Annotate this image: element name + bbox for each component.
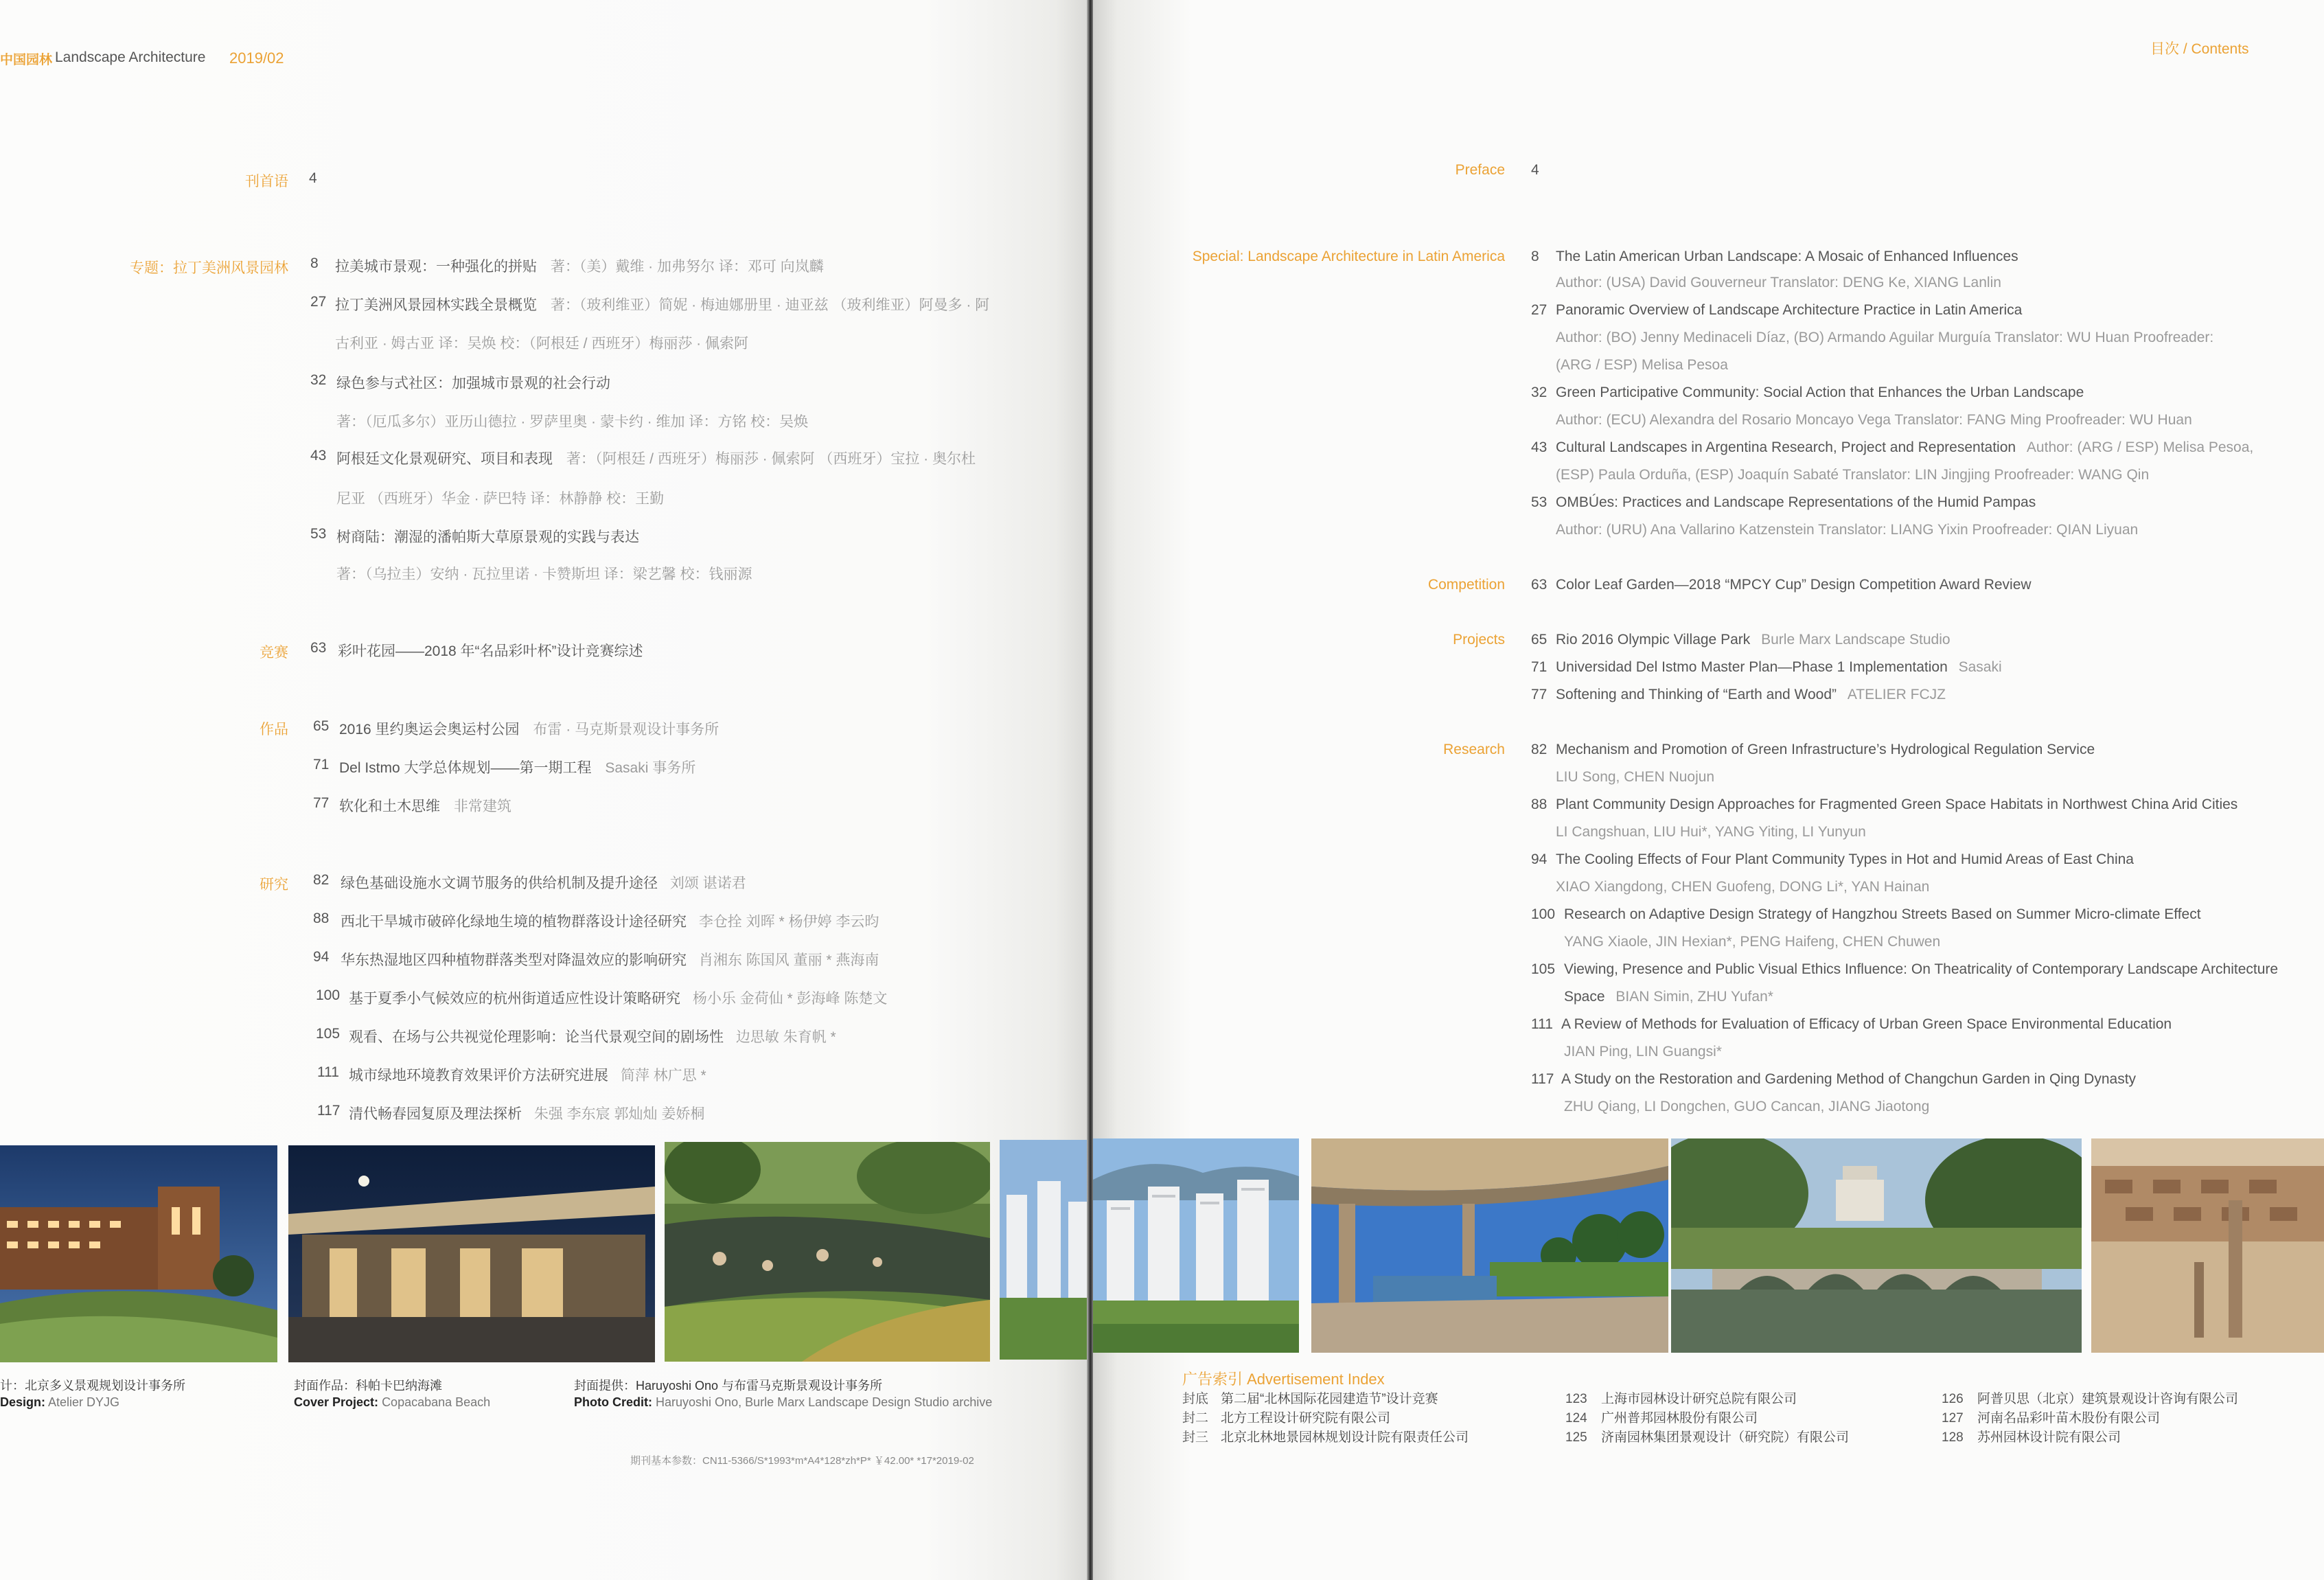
design-credit-value: Atelier DYJG [48, 1395, 120, 1409]
ad-index-item[interactable] [1182, 1427, 1469, 1445]
ad-index-text: 河南名品彩叶苗木股份有限公司 [1977, 1411, 2161, 1426]
toc-en-entry-title-credits: Author: (ARG / ESP) Melisa Pesoa, [2026, 439, 2254, 455]
ad-index-item[interactable] [1565, 1408, 1758, 1426]
photo-ruins [2091, 1138, 2324, 1353]
toc-cn-entry-page[interactable]: 77 [313, 795, 330, 811]
toc-en-entry-title[interactable]: Plant Community Design Approaches for Fragmented Green Space Habitats in Northwest China Arid Cities [1556, 797, 2238, 812]
toc-en-entry-credits: ATELIER FCJZ [1847, 687, 1946, 702]
cover-project-cn: 封面作品：科帕卡巴纳海滩 [294, 1379, 442, 1393]
toc-en-entry-credits: BIAN Simin, ZHU Yufan* [1615, 989, 1773, 1005]
toc-en-entry-credits: LIU Song, CHEN Nuojun [1556, 769, 1715, 785]
toc-en-entry-page[interactable]: 65 [1531, 632, 1548, 648]
toc-en-entry-credits: JIAN Ping, LIN Guangsi* [1564, 1044, 1722, 1060]
toc-cn-entry[interactable] [335, 255, 824, 276]
ad-index-key: 封三 [1182, 1430, 1209, 1445]
ad-index-key: 封二 [1182, 1411, 1209, 1426]
toc-en-entry[interactable] [1556, 687, 1946, 703]
toc-cn-entry-credits: 肖湘东 陈国风 董丽 * 燕海南 [698, 952, 879, 968]
toc-cn-entry-credits-continued: 古利亚 · 姆古亚 译：吴焕 校：（阿根廷 / 西班牙）梅丽莎 · 佩索阿 [335, 336, 748, 352]
toc-cn-entry-title: 城市绿地环境教育效果评价方法研究进展 [349, 1068, 608, 1084]
toc-cn-entry-credits: 杨小乐 金荷仙 * 彭海峰 陈楚文 [692, 991, 888, 1007]
toc-cn-entry-title[interactable]: 树商陆：潮湿的潘帕斯大草原景观的实践与表达 [336, 529, 639, 545]
toc-en-preface-page[interactable]: 4 [1531, 162, 1539, 178]
toc-en-entry-page[interactable]: 100 [1531, 906, 1556, 922]
photo-night-pavilion [288, 1145, 655, 1362]
ad-index-title: 广告索引 Advertisement Index [1182, 1371, 1385, 1388]
toc-en-entry-page[interactable]: 8 [1531, 249, 1539, 264]
toc-en-entry-title[interactable]: The Latin American Urban Landscape: A Mosaic of Enhanced Influences [1556, 249, 2018, 264]
toc-en-entry-credits: Author: (BO) Jenny Medinaceli Díaz, (BO) Armando Aguilar Murguía Translator: WU Huan Proofreader: [1556, 330, 2214, 345]
toc-en-competition-section: Competition [1427, 577, 1505, 593]
toc-cn-entry[interactable] [335, 294, 989, 314]
toc-en-projects-section: Projects [1453, 632, 1505, 648]
toc-cn-entry-title[interactable]: 彩叶花园——2018 年“名品彩叶杯”设计竞赛综述 [338, 643, 643, 659]
toc-en-entry-title[interactable]: A Study on the Restoration and Gardening Method of Changchun Garden in Qing Dynasty [1561, 1071, 2137, 1087]
toc-en-entry-page[interactable]: 77 [1531, 687, 1548, 702]
toc-en-entry-page[interactable]: 32 [1531, 385, 1548, 400]
ad-index-text: 北京北林地景园林规划设计院有限责任公司 [1221, 1430, 1469, 1445]
ad-index-key: 125 [1565, 1430, 1587, 1445]
ad-index-key: 127 [1942, 1411, 1964, 1426]
toc-en-entry-title: Universidad Del Istmo Master Plan—Phase 1 Implementation [1556, 659, 1948, 675]
toc-cn-entry-title: 华东热湿地区四种植物群落类型对降温效应的影响研究 [341, 952, 687, 968]
toc-cn-entry-title: Del Istmo 大学总体规划——第一期工程 [339, 760, 592, 776]
toc-cn-entry-title: 阿根廷文化景观研究、项目和表现 [336, 451, 553, 467]
cover-project [294, 1395, 490, 1410]
toc-cn-entry-page[interactable]: 105 [316, 1026, 341, 1042]
toc-en-entry-title[interactable]: Panoramic Overview of Landscape Architecture Practice in Latin America [1556, 302, 2023, 318]
toc-cn-entry-credits: Sasaki 事务所 [605, 760, 696, 776]
toc-en-entry-credits: Sasaki [1958, 659, 2002, 675]
design-credit-label: Design: [0, 1395, 46, 1409]
toc-cn-entry-title: 2016 里约奥运会奥运村公园 [339, 722, 520, 737]
toc-cn-entry-page[interactable]: 32 [310, 372, 327, 388]
toc-en-entry-page[interactable]: 63 [1531, 577, 1548, 593]
design-credit-cn: 计：北京多义景观规划设计事务所 [0, 1379, 185, 1393]
toc-cn-entry-title: 基于夏季小气候效应的杭州街道适应性设计策略研究 [349, 991, 680, 1007]
ad-index-key: 123 [1565, 1392, 1587, 1406]
toc-cn-special-section: 专题：拉丁美洲风景园林 [130, 260, 288, 276]
cover-project-label: Cover Project: [294, 1395, 379, 1409]
toc-cn-entry[interactable] [339, 757, 695, 777]
design-credit [0, 1395, 119, 1410]
toc-cn-entry-title: 拉美城市景观：一种强化的拼贴 [335, 259, 537, 275]
toc-en-entry-title[interactable]: OMBÚes: Practices and Landscape Representations of the Humid Pampas [1556, 494, 2036, 510]
toc-cn-entry-page[interactable]: 8 [310, 255, 319, 271]
ad-index-item[interactable] [1942, 1388, 2238, 1407]
photo-credit-value: Haruyoshi Ono, Burle Marx Landscape Design Studio archive [656, 1395, 993, 1409]
toc-en-entry-title-continued: Space [1564, 989, 1605, 1005]
toc-cn-research-section: 研究 [260, 877, 288, 893]
toc-en-entry-title: Softening and Thinking of “Earth and Wood” [1556, 687, 1837, 702]
toc-cn-entry-title: 拉丁美洲风景园林实践全景概览 [335, 297, 537, 313]
toc-cn-entry-title: 软化和土木思维 [339, 799, 440, 814]
toc-en-entry-credits: Author: (ECU) Alexandra del Rosario Moncayo Vega Translator: FANG Ming Proofreader: WU Huan [1556, 412, 2192, 428]
photo-water-garden [665, 1142, 990, 1362]
toc-en-entry-page[interactable]: 111 [1531, 1016, 1553, 1032]
toc-cn-entry[interactable] [349, 1103, 704, 1123]
toc-cn-preface-page[interactable]: 4 [309, 170, 317, 186]
toc-cn-entry-credits-continued: 尼亚 （西班牙）华金 · 萨巴特 译：林静静 校：王勤 [336, 491, 665, 507]
left-page [0, 0, 1088, 1580]
photo-stone-bridge [1671, 1138, 2082, 1353]
ad-index-text: 阿普贝思（北京）建筑景观设计咨询有限公司 [1977, 1392, 2239, 1406]
ad-index-key: 124 [1565, 1411, 1587, 1426]
toc-en-entry-title[interactable]: Color Leaf Garden—2018 “MPCY Cup” Design Competition Award Review [1556, 577, 2032, 593]
ad-index-text: 上海市园林设计研究总院有限公司 [1601, 1392, 1797, 1406]
cover-project-value: Copacabana Beach [382, 1395, 491, 1409]
toc-cn-entry-page[interactable]: 111 [317, 1064, 339, 1080]
toc-en-entry-page[interactable]: 88 [1531, 797, 1548, 812]
toc-en-entry-credits: Author: (USA) David Gouverneur Translator: DENG Ke, XIANG Lanlin [1556, 275, 2001, 290]
toc-cn-entry[interactable] [341, 872, 746, 893]
ad-index-item[interactable] [1182, 1408, 1390, 1426]
toc-en-entry-credits: (ESP) Paula Orduña, (ESP) Joaquín Sabaté Translator: LIN Jingjing Proofreader: WANG Qin [1556, 467, 2150, 483]
ad-index-text: 北方工程设计研究院有限公司 [1221, 1411, 1391, 1426]
journal-parameters: 期刊基本参数：CN11-5366/S*1993*m*A4*128*zh*P* ￥42.00* *17*2019-02 [630, 1455, 974, 1467]
toc-en-entry[interactable] [1556, 659, 2002, 676]
ad-index-item[interactable] [1942, 1408, 2160, 1426]
toc-cn-entry-page[interactable]: 94 [313, 949, 330, 965]
toc-cn-entry-title: 绿色基础设施水文调节服务的供给机制及提升途径 [341, 875, 658, 891]
toc-en-preface-section: Preface [1455, 162, 1505, 178]
ad-index-text: 第二届“北林国际花园建造节”设计竞赛 [1221, 1392, 1438, 1406]
masthead-name: Landscape Architecture [55, 49, 206, 65]
toc-en-entry[interactable] [1556, 632, 1951, 648]
toc-cn-entry[interactable] [341, 949, 879, 970]
toc-cn-entry-credits: 简萍 林广思 * [620, 1068, 706, 1084]
toc-en-entry-page[interactable]: 43 [1531, 439, 1548, 455]
toc-cn-entry[interactable] [349, 1026, 836, 1046]
toc-en-entry-title: Cultural Landscapes in Argentina Research, Project and Representation [1556, 439, 2016, 455]
photo-towers-left-half [1000, 1140, 1088, 1360]
toc-cn-entry[interactable] [341, 911, 879, 931]
toc-cn-projects-section: 作品 [260, 722, 288, 737]
toc-cn-entry-credits: 布雷 · 马克斯景观设计事务所 [533, 722, 720, 737]
toc-en-entry-title[interactable]: Green Participative Community: Social Action that Enhances the Urban Landscape [1556, 385, 2084, 400]
toc-en-entry-title[interactable]: Research on Adaptive Design Strategy of Hangzhou Streets Based on Summer Micro-climate Effect [1564, 906, 2201, 922]
toc-cn-entry-page[interactable]: 27 [310, 294, 327, 310]
toc-cn-entry[interactable] [336, 448, 976, 468]
toc-cn-entry-page[interactable]: 65 [313, 718, 330, 734]
toc-cn-entry-page[interactable]: 43 [310, 448, 327, 463]
toc-en-entry-credits: YANG Xiaole, JIN Hexian*, PENG Haifeng, CHEN Chuwen [1564, 934, 1941, 950]
photo-credit-cn: 封面提供：Haruyoshi Ono 与布雷马克斯景观设计事务所 [574, 1379, 883, 1393]
toc-en-entry-title: Rio 2016 Olympic Village Park [1556, 632, 1751, 648]
toc-cn-entry[interactable] [339, 718, 719, 739]
ad-index-key: 封底 [1182, 1392, 1209, 1406]
toc-en-entry-page[interactable]: 27 [1531, 302, 1548, 318]
toc-en-entry-title[interactable]: A Review of Methods for Evaluation of Efficacy of Urban Green Space Environmental Education [1561, 1016, 2172, 1032]
toc-cn-entry-title[interactable]: 绿色参与式社区：加强城市景观的社会行动 [336, 376, 610, 391]
toc-en-research-section: Research [1443, 742, 1505, 757]
toc-cn-entry-page[interactable]: 53 [310, 526, 327, 542]
toc-cn-entry-credits: 著：（玻利维亚）简妮 · 梅迪娜册里 · 迪亚兹 （玻利维亚）阿曼多 · 阿 [550, 297, 990, 313]
toc-cn-entry-credits: 李仓拴 刘晖 * 杨伊婷 李云昀 [698, 914, 879, 930]
toc-en-entry-page[interactable]: 53 [1531, 494, 1548, 510]
photo-credit-label: Photo Credit: [574, 1395, 652, 1409]
masthead-logo: 中国园林 [0, 53, 53, 67]
toc-en-entry-credits: ZHU Qiang, LI Dongchen, GUO Cancan, JIANG Jiaotong [1564, 1099, 1930, 1114]
toc-cn-entry-credits: 著：（美）戴维 · 加弗努尔 译：邓可 向岚麟 [550, 259, 824, 275]
toc-en-special-section: Special: Landscape Architecture in Latin America [1192, 249, 1505, 264]
toc-cn-competition-section: 竞赛 [260, 645, 288, 661]
toc-en-entry-page[interactable]: 71 [1531, 659, 1548, 675]
toc-cn-entry-title: 清代畅春园复原及理法探析 [349, 1106, 522, 1122]
ad-index-text: 广州普邦园林股份有限公司 [1601, 1411, 1758, 1426]
ad-index-key: 128 [1942, 1430, 1964, 1445]
ad-index-key: 126 [1942, 1392, 1964, 1406]
toc-cn-entry[interactable] [349, 1064, 706, 1085]
photo-towers-right-half [1093, 1138, 1299, 1353]
toc-en-entry-credits: Author: (URU) Ana Vallarino Katzenstein Translator: LIANG Yixin Proofreader: QIAN Liyuan [1556, 522, 2139, 538]
toc-en-entry-page[interactable]: 117 [1531, 1071, 1554, 1087]
photo-credit [574, 1395, 992, 1410]
toc-en-entry-credits-continued: (ARG / ESP) Melisa Pesoa [1556, 357, 1728, 373]
toc-cn-entry-page[interactable]: 82 [313, 872, 330, 888]
toc-en-entry-title[interactable]: Viewing, Presence and Public Visual Ethics Influence: On Theatricality of Contemporary Landscape Architecture [1564, 961, 2279, 977]
right-page [1093, 0, 2324, 1580]
toc-cn-entry-credits: 著：（阿根廷 / 西班牙）梅丽莎 · 佩索阿 （西班牙）宝拉 · 奥尔杜 [566, 451, 976, 467]
toc-en-entry-title[interactable]: The Cooling Effects of Four Plant Community Types in Hot and Humid Areas of East China [1556, 851, 2134, 867]
toc-en-entry-credits: LI Cangshuan, LIU Hui*, YANG Yiting, LI Yunyun [1556, 824, 1866, 840]
toc-en-entry-page[interactable]: 94 [1531, 851, 1548, 867]
toc-cn-preface-section: 刊首语 [245, 174, 288, 190]
toc-cn-entry-title: 观看、在场与公共视觉伦理影响：论当代景观空间的剧场性 [349, 1029, 724, 1045]
toc-cn-entry-credits: 刘颂 谌诺君 [669, 875, 746, 891]
ad-index-item[interactable] [1565, 1388, 1797, 1407]
ad-index-item[interactable] [1942, 1427, 2121, 1445]
photo-university-night [0, 1145, 277, 1362]
ad-index-item[interactable] [1565, 1427, 1849, 1445]
toc-cn-entry-page[interactable]: 88 [313, 911, 330, 926]
toc-cn-entry[interactable] [339, 795, 511, 816]
ad-index-item[interactable] [1182, 1388, 1438, 1407]
toc-en-entry-title[interactable]: Mechanism and Promotion of Green Infrastructure’s Hydrological Regulation Service [1556, 742, 2095, 757]
toc-en-entry-credits: XIAO Xiangdong, CHEN Guofeng, DONG Li*, YAN Hainan [1556, 879, 1930, 895]
toc-cn-entry-credits: 边思敏 朱育帆 * [735, 1029, 836, 1045]
toc-cn-entry-page[interactable]: 71 [313, 757, 330, 772]
toc-cn-entry-page[interactable]: 100 [316, 987, 341, 1003]
toc-en-entry-continued [1564, 989, 1773, 1005]
toc-cn-entry-credits-continued: 著：（厄瓜多尔）亚历山德拉 · 罗萨里奥 · 蒙卡约 · 维加 译：方铭 校：吴焕 [336, 414, 809, 430]
toc-cn-entry-page[interactable]: 117 [317, 1103, 341, 1119]
toc-en-entry-page[interactable]: 105 [1531, 961, 1556, 977]
ad-index-text: 苏州园林设计院有限公司 [1977, 1430, 2121, 1445]
toc-cn-entry-title: 西北干旱城市破碎化绿地生境的植物群落设计途径研究 [341, 914, 687, 930]
toc-cn-entry-credits: 非常建筑 [453, 799, 511, 814]
toc-cn-entry[interactable] [349, 987, 887, 1008]
toc-en-entry[interactable] [1556, 439, 2253, 456]
toc-en-entry-credits: Burle Marx Landscape Studio [1761, 632, 1951, 648]
issue-number: 2019/02 [229, 49, 284, 67]
toc-cn-entry-credits-continued: 著：（乌拉圭）安纳 · 瓦拉里诺 · 卡赞斯坦 译：梁艺馨 校：钱丽源 [336, 566, 752, 582]
ad-index-text: 济南园林集团景观设计（研究院）有限公司 [1601, 1430, 1850, 1445]
toc-cn-entry-page[interactable]: 63 [310, 640, 327, 656]
contents-label: 目次 / Contents [2150, 41, 2249, 57]
photo-curved-pavilion [1311, 1138, 1668, 1353]
toc-cn-entry-credits: 朱强 李东宸 郭灿灿 姜娇桐 [533, 1106, 705, 1122]
toc-en-entry-page[interactable]: 82 [1531, 742, 1548, 757]
